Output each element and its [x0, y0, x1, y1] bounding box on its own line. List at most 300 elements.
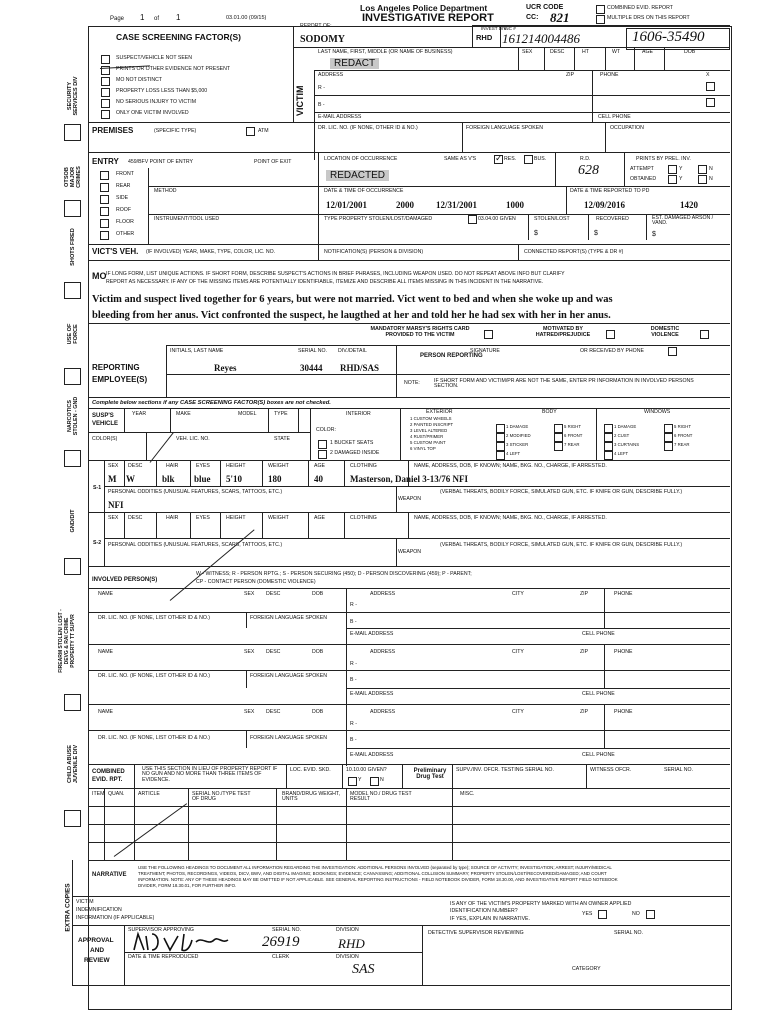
ip1-address-header: ADDRESS [370, 591, 396, 597]
ext-item-0: 1 CUSTOM WHEELS [410, 416, 452, 421]
victim-desc-header: DESC [550, 49, 565, 55]
indemn-label-1: VICTIM [76, 899, 94, 905]
bucket-seats-label: 1 BUCKET SEATS [330, 440, 374, 446]
body-cb-1[interactable] [496, 424, 505, 433]
mo-instruction-2: REPORT AS NECESSARY. IF ANY OF THE MISSING ITEMS ARE POTENTIALLY IDENTIFIABLE, ITEMIZE AND DESCRIBE ALL ITEMS MISSING IN THIS INCIDENT IN THE NARRATIVE. [106, 279, 544, 285]
division2-label: DIVISION [336, 954, 359, 960]
obtained-y: Y [679, 176, 683, 182]
win-cb-6[interactable] [664, 433, 673, 442]
attempt-y-cb[interactable] [668, 165, 677, 174]
sidebar-box-8[interactable] [64, 810, 81, 827]
entry-front: FRONT [116, 171, 134, 177]
win-cb-2[interactable] [604, 433, 613, 442]
ip3-dl-header: DR. LIC. NO. (IF NONE, LIST OTHER ID & NO.) [98, 735, 211, 741]
victim-phone-cb-r[interactable] [706, 82, 715, 91]
ip1-zip-header: ZIP [580, 591, 589, 597]
mo-label: MO [92, 271, 107, 281]
body-item-1: 2 MODIFIED [506, 433, 531, 438]
victim-phone-header: PHONE [600, 72, 619, 78]
ip1-city-header: CITY [512, 591, 524, 597]
susp-vehicle-color: COLOR: [316, 427, 336, 433]
victim-ht-header: HT [582, 49, 589, 55]
s1-weight: 180 [268, 474, 282, 484]
indemn-yes: YES [582, 911, 593, 917]
hatred-label: MOTIVATED BY HATRED/PREJUDICE [535, 326, 591, 338]
sidebar-box-4[interactable] [64, 368, 81, 385]
ip2-address-header: ADDRESS [370, 649, 396, 655]
victim-wt-header: WT [612, 49, 621, 55]
domestic-label: DOMESTIC VIOLENCE [650, 326, 680, 338]
approval-division-label: DIVISION [336, 927, 359, 933]
victim-cell-header: CELL PHONE [598, 114, 631, 120]
occurrence-start-date: 12/01/2001 [326, 200, 368, 210]
inc-label: INC # [504, 26, 516, 31]
detective-serial-label: SERIAL NO. [614, 930, 643, 936]
ip2-r: R - [350, 661, 357, 667]
s2-hair-header: HAIR [166, 515, 179, 521]
sidebar-extra-copies: EXTRA COPIES [64, 883, 72, 932]
dr-number: 1606-35490 [632, 29, 705, 45]
mo-instruction-1: IF LONG FORM, LIST UNIQUE ACTIONS. IF SHORT FORM, DESCRIBE SUSPECT'S ACTIONS IN BRIEF PHRASES, INCLUDING WEAPON USED. DO NOT REPEAT ABOVE INFO BUT CLARIFY [106, 271, 565, 277]
s2-weapon-label: WEAPON [398, 549, 422, 555]
involved-label: INVOLVED PERSON(S) [92, 577, 158, 583]
sidebar-box-3[interactable] [64, 282, 81, 299]
atm-checkbox[interactable] [246, 127, 255, 136]
body-cb-6[interactable] [554, 433, 563, 442]
combined-evid-label-1: COMBINED [92, 769, 125, 775]
approval-label-1: APPROVAL [78, 937, 114, 944]
entry-cb-front[interactable] [100, 171, 109, 180]
attempt-n: N [709, 166, 713, 172]
ext-item-4: 5 CUSTOM PAINT [410, 440, 446, 445]
page-number: 1 [140, 13, 145, 22]
sidebar-box-6[interactable] [64, 558, 81, 575]
ip1-b: B - [350, 619, 357, 625]
person-reporting-label: PERSON REPORTING [420, 353, 483, 359]
case-screening-cb-2[interactable] [101, 77, 110, 86]
susp-vehicle-label-2: VEHICLE [92, 421, 119, 427]
ip1-phone-header: PHONE [614, 591, 633, 597]
body-item-4: 5 RIGHT [564, 424, 581, 429]
entry-cb-other[interactable] [100, 231, 109, 240]
occurrence-end-date: 12/31/2001 [436, 200, 478, 210]
s2-oddities-header: PERSONAL ODDITIES (UNUSUAL FEATURES, SCARS, TATTOOS, ETC.) [108, 542, 283, 548]
victim-occupation-header: OCCUPATION [610, 125, 644, 131]
sidebar-box-7[interactable] [64, 694, 81, 711]
narrative-line-3: INFORMATION. NOTE: ANY OF THESE HEADINGS MAY BE OMITTED IF NOT APPLICABLE. SEE GENERAL REPORTING INSTRUCTIONS - FIELD NOTEBOOK DIVIDER, FORM 18.30.00, AND INVESTIGATIVE REPORT FIELD NOTEBOOK [138, 877, 618, 882]
susp-vehicle-year: YEAR [132, 411, 147, 417]
misc-header: MISC. [460, 791, 475, 797]
susp-vehicle-exterior: EXTERIOR [426, 409, 453, 415]
reporting-div: RHD/SAS [340, 363, 380, 373]
atm-label: ATM [258, 128, 269, 134]
article-header: ARTICLE [138, 791, 160, 797]
case-screening-item-0: SUSPECT/VEHICLE NOT SEEN [116, 55, 193, 61]
ip3-dob-header: DOB [312, 709, 324, 715]
div-header: DIV./DETAIL [338, 348, 367, 354]
form-frame [88, 23, 732, 1010]
s2-weapon-desc: (VERBAL THREATS, BODILY FORCE, SIMULATED GUN, ETC. IF KNIFE OR GUN, DESCRIBE FULLY.) [440, 542, 683, 548]
victim-dob-header: DOB [684, 49, 696, 55]
dept-name: Los Angeles Police Department [360, 3, 488, 13]
property-given-cb[interactable] [468, 215, 477, 224]
body-cb-3[interactable] [496, 442, 505, 451]
ip3-email-header: E-MAIL ADDRESS [350, 752, 394, 758]
sidebar-box-5[interactable] [64, 450, 81, 467]
marsy-label: MANDATORY MARSY'S RIGHTS CARD PROVIDED TO THE VICTIM [370, 326, 470, 338]
multiple-drs-label: MULTIPLE DRS ON THIS REPORT [607, 15, 690, 21]
bucket-seats-cb[interactable] [318, 440, 327, 449]
case-screening-item-3: PROPERTY LOSS LESS THAN $5,000 [116, 88, 208, 94]
victim-address-header: ADDRESS [318, 72, 344, 78]
recovered-label: RECOVERED [596, 216, 629, 222]
model-header: MODEL NO./ DRUG TEST RESULT [350, 791, 412, 803]
susp-vehicle-label-1: SUSP'S [92, 413, 114, 419]
evid-serial-label: SERIAL NO. [664, 767, 693, 773]
ip2-phone-header: PHONE [614, 649, 633, 655]
sidebar-use-of-force: USE OF FORCE [67, 323, 79, 345]
detective-supervisor-label: DETECTIVE SUPERVISOR REVIEWING [428, 930, 524, 936]
obtained-n-cb[interactable] [698, 175, 707, 184]
approval-division-value: RHD [338, 936, 365, 951]
ext-item-2: 3 LEVEL ALTERED [410, 428, 448, 433]
entry-cb-floor[interactable] [100, 219, 109, 228]
sidebar-box-1[interactable] [64, 124, 81, 141]
ip2-b: B - [350, 677, 357, 683]
sidebar-narcotics: NARCOTICS STOLEN - GND [67, 396, 79, 436]
domestic-checkbox[interactable] [700, 330, 709, 339]
received-by-phone-label: OR RECEIVED BY PHONE [580, 348, 644, 354]
evid-given-y: Y [358, 777, 362, 783]
invest-div-value: RHD [476, 33, 493, 42]
damaged-inside-cb[interactable] [318, 450, 327, 459]
case-screening-item-2: MO NOT DISTINCT [116, 77, 163, 83]
combined-evid-checkbox[interactable] [596, 5, 605, 14]
cc-label: CC: [526, 14, 539, 21]
occurrence-location-label: LOCATION OF OCCURRENCE [324, 156, 398, 162]
report-of-label: REPORT OF: [300, 23, 332, 29]
win-cb-1[interactable] [604, 424, 613, 433]
reported-label: DATE & TIME REPORTED TO PD [570, 188, 650, 194]
involved-codes-1: W - WITNESS; R - PERSON RPTG.; S - PERSON SECURING (450); D - PERSON DISCOVERING (459); P - PARENT; [196, 571, 472, 577]
reporting-serial: 30444 [300, 363, 323, 373]
ip2-email-header: E-MAIL ADDRESS [350, 691, 394, 697]
page-of-label: of [154, 16, 160, 22]
indemn-question-1: IS ANY OF THE VICTIM'S PROPERTY MARKED WITH AN OWNER APPLIED [450, 901, 632, 907]
combined-evid-label: COMBINED EVID. REPORT [607, 5, 673, 11]
supv-testing-label: SUPV./INV. OFCR. TESTING SERIAL NO. [456, 767, 554, 773]
narrative-line-2: TREATMENT; PHOTOS, RECORDINGS, VIDEOS, DICV, BWV, AND DIGITAL IMAGING; BOOKINGS; EVIDENCE; CANVASSING; ADDITIONAL COLLISION SUMMARY; PROPERTY STOLEN/LOST/RECOVERED/DAMAGED; AND COURT [138, 871, 607, 876]
occurrence-dt-label: DATE & TIME OF OCCURRENCE [324, 188, 404, 194]
sidebar-box-2[interactable] [64, 200, 81, 217]
reporting-label-1: REPORTING [92, 363, 140, 372]
s1-name: Masterson, Daniel 3-13/76 NFI [350, 474, 468, 484]
item-header: ITEM [92, 791, 105, 797]
supervisor-approving-label: SUPERVISOR APPROVING [128, 927, 194, 933]
prelim-drug-test: Preliminary Drug Test [413, 768, 447, 781]
note-text: IF SHORT FORM AND VICTIM/PR ARE NOT THE SAME, ENTER PR INFORMATION IN INVOLVED PERSONS SECTION. [434, 378, 694, 390]
victim-age-header: AGE [642, 49, 653, 55]
win-cb-4[interactable] [604, 451, 613, 460]
win-item-4: 5 RIGHT [674, 424, 691, 429]
victim-dl-header: DR. LIC. NO. (IF NONE, OTHER ID & NO.) [318, 125, 418, 131]
case-screening-item-5: ONLY ONE VICTIM INVOLVED [116, 110, 189, 116]
ip2-dl-header: DR. LIC. NO. (IF NONE, LIST OTHER ID & NO.) [98, 673, 211, 679]
victim-sex-header: SEX [522, 49, 533, 55]
ip2-name-header: NAME [98, 649, 113, 655]
narrative-label: NARRATIVE [92, 872, 127, 878]
approval-serial-value: 26919 [262, 934, 300, 950]
ip1-r: R - [350, 602, 357, 608]
ip3-cell-header: CELL PHONE [582, 752, 615, 758]
susp-vehicle-type: TYPE [274, 411, 288, 417]
entry-instrument-label: INSTRUMENT/TOOL USED [154, 216, 220, 222]
property-given-label: 03.04.00 GIVEN [478, 216, 516, 222]
ip3-sex-header: SEX [244, 709, 255, 715]
report-title: INVESTIGATIVE REPORT [362, 12, 494, 24]
occurrence-start-time: 2000 [396, 200, 414, 210]
ip3-r: R - [350, 721, 357, 727]
victs-veh-sub: (IF INVOLVED) YEAR, MAKE, TYPE, COLOR, LIC. NO. [146, 249, 276, 255]
indemn-no-cb[interactable] [646, 910, 655, 919]
rd-label: R.D. [580, 156, 591, 162]
ip2-lang-header: FOREIGN LANGUAGE SPOKEN [250, 673, 327, 679]
body-cb-5[interactable] [554, 424, 563, 433]
hatred-checkbox[interactable] [606, 330, 615, 339]
s1-height: 5'10 [226, 474, 243, 484]
veh-lic-label: VEH. LIC. NO. [176, 436, 210, 442]
damaged-dollar: $ [652, 231, 656, 238]
evid-given-y-cb[interactable] [348, 777, 357, 786]
s1-oddities-header: PERSONAL ODDITIES (UNUSUAL FEATURES, SCARS, TATTOOS, ETC.) [108, 489, 283, 495]
indemn-label-3: INFORMATION (IF APPLICABLE) [76, 915, 155, 921]
s1-hair: blk [162, 474, 175, 484]
obtained-y-cb[interactable] [668, 175, 677, 184]
narrative-line-1: USE THE FOLLOWING HEADINGS TO DOCUMENT ALL INFORMATION REGARDING THE INVESTIGATION: ADDITIONAL PERSONS INVOLVED (separated by type); SOURCE OF ACTIVITY; INVESTIGATION; ARREST; INJURY/MEDICAL [138, 865, 612, 870]
entry-cb-roof[interactable] [100, 207, 109, 216]
body-item-3: 4 LEFT [506, 451, 521, 456]
ip2-sex-header: SEX [244, 649, 255, 655]
prints-label: PRINTS BY PREL. INV. [636, 156, 691, 162]
body-cb-4[interactable] [496, 451, 505, 460]
approval-serial-label: SERIAL NO. [272, 927, 301, 933]
s1-height-header: HEIGHT [226, 463, 246, 469]
s2-weight-header: WEIGHT [268, 515, 289, 521]
ext-item-5: 6 VINYL TOP [410, 446, 436, 451]
win-item-5: 6 FRONT [674, 433, 693, 438]
inc-number: 161214004486 [502, 31, 580, 46]
case-screening-cb-5[interactable] [101, 110, 110, 119]
s1-label: S-1 [93, 485, 102, 491]
s1-hair-header: HAIR [166, 463, 179, 469]
ip3-b: B - [350, 737, 357, 743]
entry-roof: ROOF [116, 207, 131, 213]
victim-b-label: B - [318, 102, 325, 108]
body-item-0: 1 DAMAGE [506, 424, 529, 429]
ip3-city-header: CITY [512, 709, 524, 715]
s2-sex-header: SEX [108, 515, 119, 521]
same-as-label: SAME AS V'S [444, 156, 477, 162]
entry-sub: 459/BFV POINT OF ENTRY [128, 159, 193, 165]
s2-height-header: HEIGHT [226, 515, 246, 521]
indemn-question-2: IDENTIFICATION NUMBER? [450, 908, 518, 914]
victim-lang-header: FOREIGN LANGUAGE SPOKEN [466, 125, 543, 131]
reported-time: 1420 [680, 200, 698, 210]
approval-label-3: REVIEW [84, 957, 110, 964]
s1-name-header: NAME, ADDRESS, DOB, IF KNOWN; NAME, BKG. NO., CHARGE, IF ARRESTED. [414, 463, 607, 469]
s1-sex-header: SEX [108, 463, 119, 469]
form-code: 03.01.00 (09/15) [226, 15, 267, 21]
body-item-6: 7 REAR [564, 442, 580, 447]
narrative-line-4: DIVIDER, FORM 18.30.01, FOR FURTHER INFO. [138, 883, 237, 888]
clerk-label: CLERK [272, 954, 290, 960]
sidebar-child-abuse: CHILD ABUSE JUVENILE DIV [67, 744, 79, 784]
invest-div-label: INVEST DIV. [481, 26, 508, 31]
body-cb-2[interactable] [496, 433, 505, 442]
s1-age-header: AGE [314, 463, 325, 469]
ip3-zip-header: ZIP [580, 709, 589, 715]
mo-text-line-1: Victim and suspect lived together for 6 years, but were not married. Vict went to bed and when she woke up and was [92, 294, 613, 305]
s1-weapon-desc: (VERBAL THREATS, BODILY FORCE, SIMULATED GUN, ETC. IF KNIFE OR GUN, DESCRIBE FULLY.) [440, 489, 683, 495]
cc-value: 821 [550, 10, 570, 25]
ip1-cell-header: CELL PHONE [582, 631, 615, 637]
marsy-checkbox[interactable] [484, 330, 493, 339]
est-damaged-label: EST. DAMAGED ARSON / VAND. [652, 215, 714, 227]
ip1-email-header: E-MAIL ADDRESS [350, 631, 394, 637]
s2-age-header: AGE [314, 515, 325, 521]
mo-text-line-2: bleeding from her anus. Vict confronted the suspect, he laugthed at her and told her he had sex with her in her anus. [92, 310, 611, 321]
occurrence-location-redacted: REDACTED [326, 170, 389, 181]
ip1-lang-header: FOREIGN LANGUAGE SPOKEN [250, 615, 327, 621]
s1-eyes: blue [194, 474, 211, 484]
body-cb-7[interactable] [554, 442, 563, 451]
stolen-dollar: $ [534, 230, 538, 237]
susp-vehicle-interior: INTERIOR [346, 411, 371, 417]
evid-given-n: N [380, 777, 384, 783]
res-checkbox[interactable]: ✓ [495, 153, 503, 163]
victim-name-header: LAST NAME, FIRST, MIDDLE (OR NAME OF BUSINESS) [318, 49, 453, 55]
serial-type-header: SERIAL NO./TYPE TEST OF DRUG [192, 791, 251, 803]
rd-value: 628 [578, 163, 599, 178]
reporting-label-2: EMPLOYEE(S) [92, 375, 148, 384]
entry-floor: FLOOR [116, 219, 134, 225]
victim-x-mark: X [706, 72, 710, 78]
reported-date: 12/09/2016 [584, 200, 626, 210]
case-screening-item-4: NO SERIOUS INJURY TO VICTIM [116, 99, 197, 105]
sidebar-shots-fired: SHOTS FIRED [70, 228, 76, 266]
victim-phone-cb-b[interactable] [706, 98, 715, 107]
property-type-label: TYPE PROPERTY STOLEN/LOST/DAMAGED [324, 216, 433, 222]
win-item-2: 3 CURTAINS [614, 442, 640, 447]
susp-vehicle-make: MAKE [176, 411, 191, 417]
bus-label: BUS. [534, 156, 547, 162]
s2-label: S-2 [93, 540, 102, 546]
entry-other: OTHER [116, 231, 135, 237]
entry-cb-side[interactable] [100, 195, 109, 204]
win-cb-7[interactable] [664, 442, 673, 451]
entry-cb-rear[interactable] [100, 183, 109, 192]
approval-label-2: AND [90, 947, 105, 954]
premises-label: PREMISES [92, 126, 134, 135]
ip1-dob-header: DOB [312, 591, 324, 597]
win-item-6: 7 REAR [674, 442, 690, 447]
case-screening-cb-4[interactable] [101, 99, 110, 108]
received-by-phone-cb[interactable] [668, 347, 677, 356]
evid-given-label: 10.10.00 GIVEN? [346, 767, 387, 773]
ip1-name-header: NAME [98, 591, 113, 597]
case-screening-item-1: PRINTS OR OTHER EVIDENCE NOT PRESENT [116, 66, 231, 72]
ip3-address-header: ADDRESS [370, 709, 396, 715]
win-item-3: 4 LEFT [614, 451, 629, 456]
body-item-2: 3 STICKER [506, 442, 529, 447]
attempt-y: Y [679, 166, 683, 172]
serial-header: SERIAL NO. [298, 348, 327, 354]
win-cb-5[interactable] [664, 424, 673, 433]
s1-desc: W [126, 474, 135, 484]
s2-eyes-header: EYES [196, 515, 210, 521]
witness-ofcr-label: WITNESS OFCR. [590, 767, 632, 773]
entry-side: SIDE [116, 195, 129, 201]
occurrence-end-time: 1000 [506, 200, 524, 210]
evidence-instructions: USE THIS SECTION IN LIEU OF PROPERTY REPORT IF NO GUN AND NO MORE THAN THREE ITEMS OF EVIDENCE. [142, 766, 278, 783]
s1-eyes-header: EYES [196, 463, 210, 469]
report-of-value: SODOMY [300, 34, 345, 45]
category-label: CATEGORY [572, 966, 601, 972]
involved-codes-2: CP - CONTACT PERSON (DOMESTIC VIOLENCE) [196, 579, 316, 585]
victim-name-redacted: REDACT [330, 58, 379, 69]
indemn-question-3: IF YES, EXPLAIN IN NARRATIVE. [450, 916, 530, 922]
attempt-n-cb[interactable] [698, 165, 707, 174]
entry-rear: REAR [116, 183, 131, 189]
case-screening-cb-3[interactable] [101, 88, 110, 97]
s2-clothing-header: CLOTHING [350, 515, 377, 521]
ext-item-3: 4 RUST/PRIMER [410, 434, 444, 439]
entry-label: ENTRY [92, 157, 119, 166]
loc-evid-label: LOC. EVID. SKD. [290, 767, 331, 773]
win-item-0: 1 DAMAGE [614, 424, 637, 429]
ip2-desc-header: DESC [266, 649, 281, 655]
s2-name-header: NAME, ADDRESS, DOB, IF KNOWN; NAME, BKG. NO., CHARGE, IF ARRESTED. [414, 515, 607, 521]
indemn-yes-cb[interactable] [598, 910, 607, 919]
connected-reports-label: CONNECTED REPORT(S) (TYPE & DR #) [524, 249, 624, 255]
win-cb-3[interactable] [604, 442, 613, 451]
s1-desc-header: DESC [128, 463, 143, 469]
indemn-label-2: INDEMNIFICATION [76, 907, 122, 913]
bus-checkbox[interactable] [524, 155, 533, 164]
division2-value: SAS [352, 962, 375, 977]
victim-zip-header: ZIP [566, 72, 575, 78]
ip1-dl-header: DR. LIC. NO. (IF NONE, LIST OTHER ID & NO.) [98, 615, 211, 621]
damaged-inside-label: 2 DAMAGED INSIDE [330, 450, 380, 456]
susp-vehicle-colors: COLOR(S) [92, 436, 118, 442]
body-item-5: 6 FRONT [564, 433, 583, 438]
case-screening-cb-0[interactable] [101, 55, 110, 64]
s1-weapon-label: WEAPON [398, 496, 422, 502]
ip2-zip-header: ZIP [580, 649, 589, 655]
signature-label: SIGNATURE [470, 348, 500, 354]
combined-evid-label-2: EVID. RPT. [92, 777, 123, 783]
s1-weight-header: WEIGHT [268, 463, 289, 469]
multiple-drs-checkbox[interactable] [596, 15, 605, 24]
attempt-label: ATTEMPT [630, 166, 654, 172]
ip3-name-header: NAME [98, 709, 113, 715]
ext-item-1: 2 PAINTED INSCRIPT [410, 422, 454, 427]
veh-state-label: STATE [274, 436, 290, 442]
evid-given-n-cb[interactable] [370, 777, 379, 786]
s2-desc-header: DESC [128, 515, 143, 521]
susp-vehicle-windows: WINDOWS [644, 409, 671, 415]
sidebar-security-services: SECURITY SERVICES DIV [67, 76, 79, 116]
